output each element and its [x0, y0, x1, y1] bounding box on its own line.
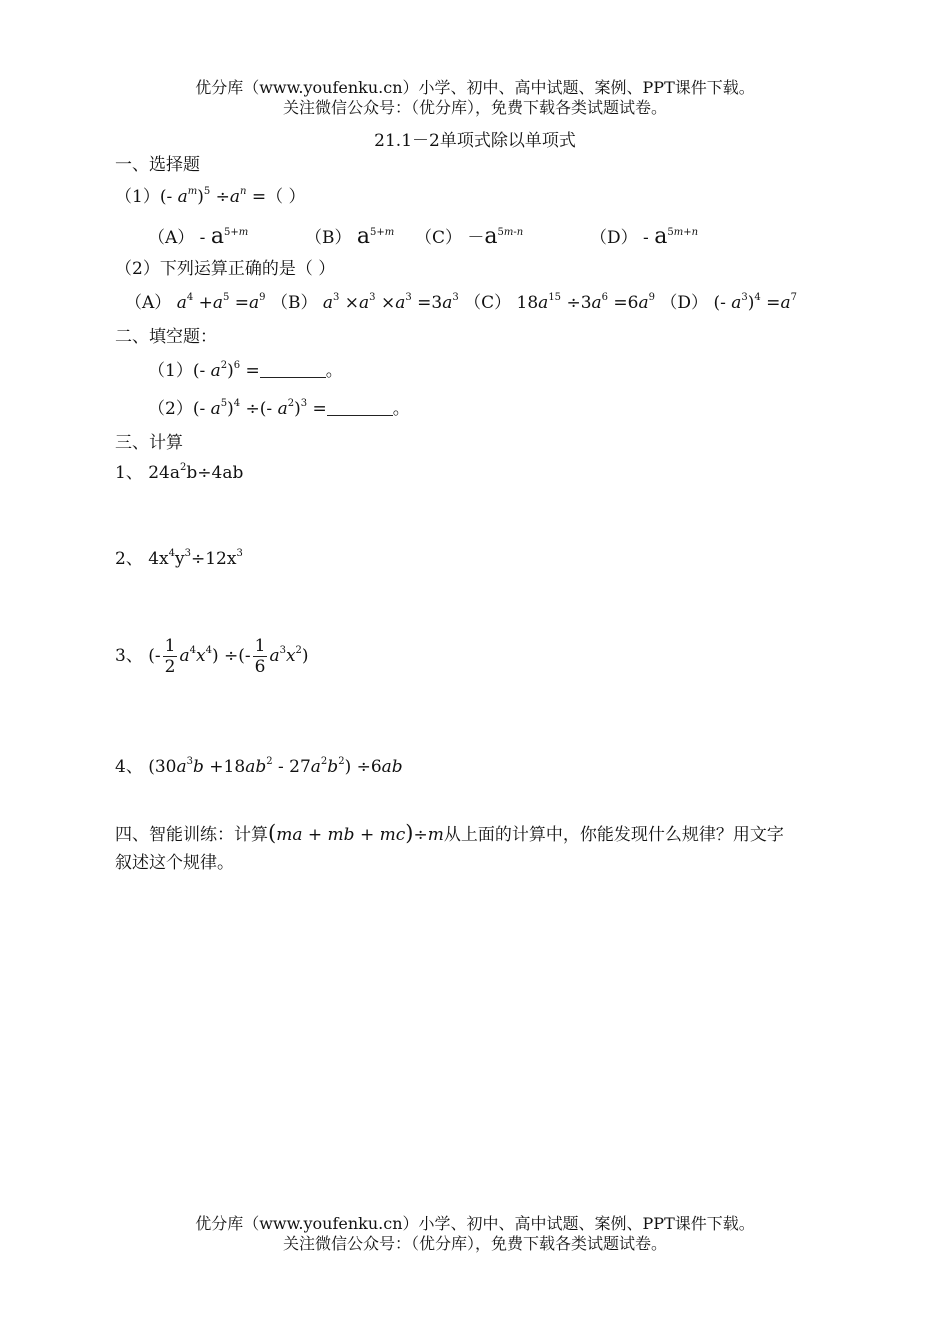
q1-option-a: $(A) - a^{5+m}$ — [148, 224, 249, 249]
q2-option-d: (- $a^3)^4 =a^7$ — [713, 292, 797, 313]
q1-answer-paren: （ ） — [266, 187, 306, 207]
fill-question-2: （2）(- $a^5)^4$ ÷(- $a^2)^3$ = 。 — [148, 398, 410, 419]
q1-expression: (- $a^m)^5 \div a^n$ = — [159, 186, 267, 207]
fill-question-1: （1）(- $a^2)^6$ = 。 — [148, 360, 343, 381]
q2-options — [125, 292, 797, 314]
q2-option-a: $a^4 +a^5 =a^9$ — [176, 292, 266, 313]
calc-item-1: 1、 $24a^2b\div 4ab$ — [115, 462, 244, 483]
footer-line-1: 优分库（www.youfenku.cn）小学、初中、高中试题、案例、PPT课件下载。 — [195, 1214, 755, 1233]
q2-option-b: $a^3 \times a^3 \times a^3 =3a^3$ — [322, 292, 459, 313]
question-1-2: （2）下列运算正确的是（ ） — [115, 259, 336, 279]
q2-option-c: $18a^{15} \div 3a^6 =6a^9$ — [516, 292, 656, 313]
calc-item-2: 2、 $4x^4y^3\div 12x^3$ — [115, 548, 243, 569]
q2-option-c-label: （C） — [464, 293, 512, 313]
q1-option-b: （B） $a^{5+m}$ — [305, 224, 395, 249]
q2-option-a-label: （A） — [125, 293, 172, 313]
section1-heading: 一、选择题 — [115, 155, 200, 175]
section3-heading: 三、计算 — [115, 433, 183, 453]
footer-line-2: 关注微信公众号：（优分库），免费下载各类试题试卷。 — [282, 1234, 667, 1253]
calc-item-4: 4、 $(30a^3b +18ab^2 - 27a^2b^2) \div 6ab$ — [115, 756, 403, 777]
q1-label: （1） — [115, 187, 160, 207]
section2-heading: 二、填空题： — [115, 327, 217, 347]
header-line-2: 关注微信公众号：（优分库），免费下载各类试题试卷。 — [282, 98, 667, 117]
q1-option-c: $(C) -a^{5m-n}$ — [415, 224, 524, 249]
section4-line-1: 四、智能训练：计算(ma + mb + mc)÷m从上面的计算中，你能发现什么规律？用文字 — [115, 821, 784, 845]
answer-blank-1[interactable] — [260, 363, 326, 378]
section4-expression: (ma + mb + mc)÷m — [268, 821, 444, 845]
worksheet-title: 21.1－2单项式除以单项式 — [374, 131, 576, 151]
question-1-1 — [115, 186, 306, 208]
q2-option-d-label: （D） — [660, 293, 709, 313]
calc-item-3: 3、 (- $\frac{1}{2}$ $a^4x^4$) ÷(- $\frac{1}{6}$ $a^3x^2$) — [115, 636, 309, 677]
section4-line-2: 叙述这个规律。 — [115, 853, 234, 873]
q1-option-d: $(D) - a^{5m+n}$ — [590, 224, 699, 249]
header-line-1: 优分库（www.youfenku.cn）小学、初中、高中试题、案例、PPT课件下载。 — [195, 78, 755, 97]
answer-blank-2[interactable] — [327, 401, 393, 416]
q2-option-b-label: （B） — [270, 293, 318, 313]
